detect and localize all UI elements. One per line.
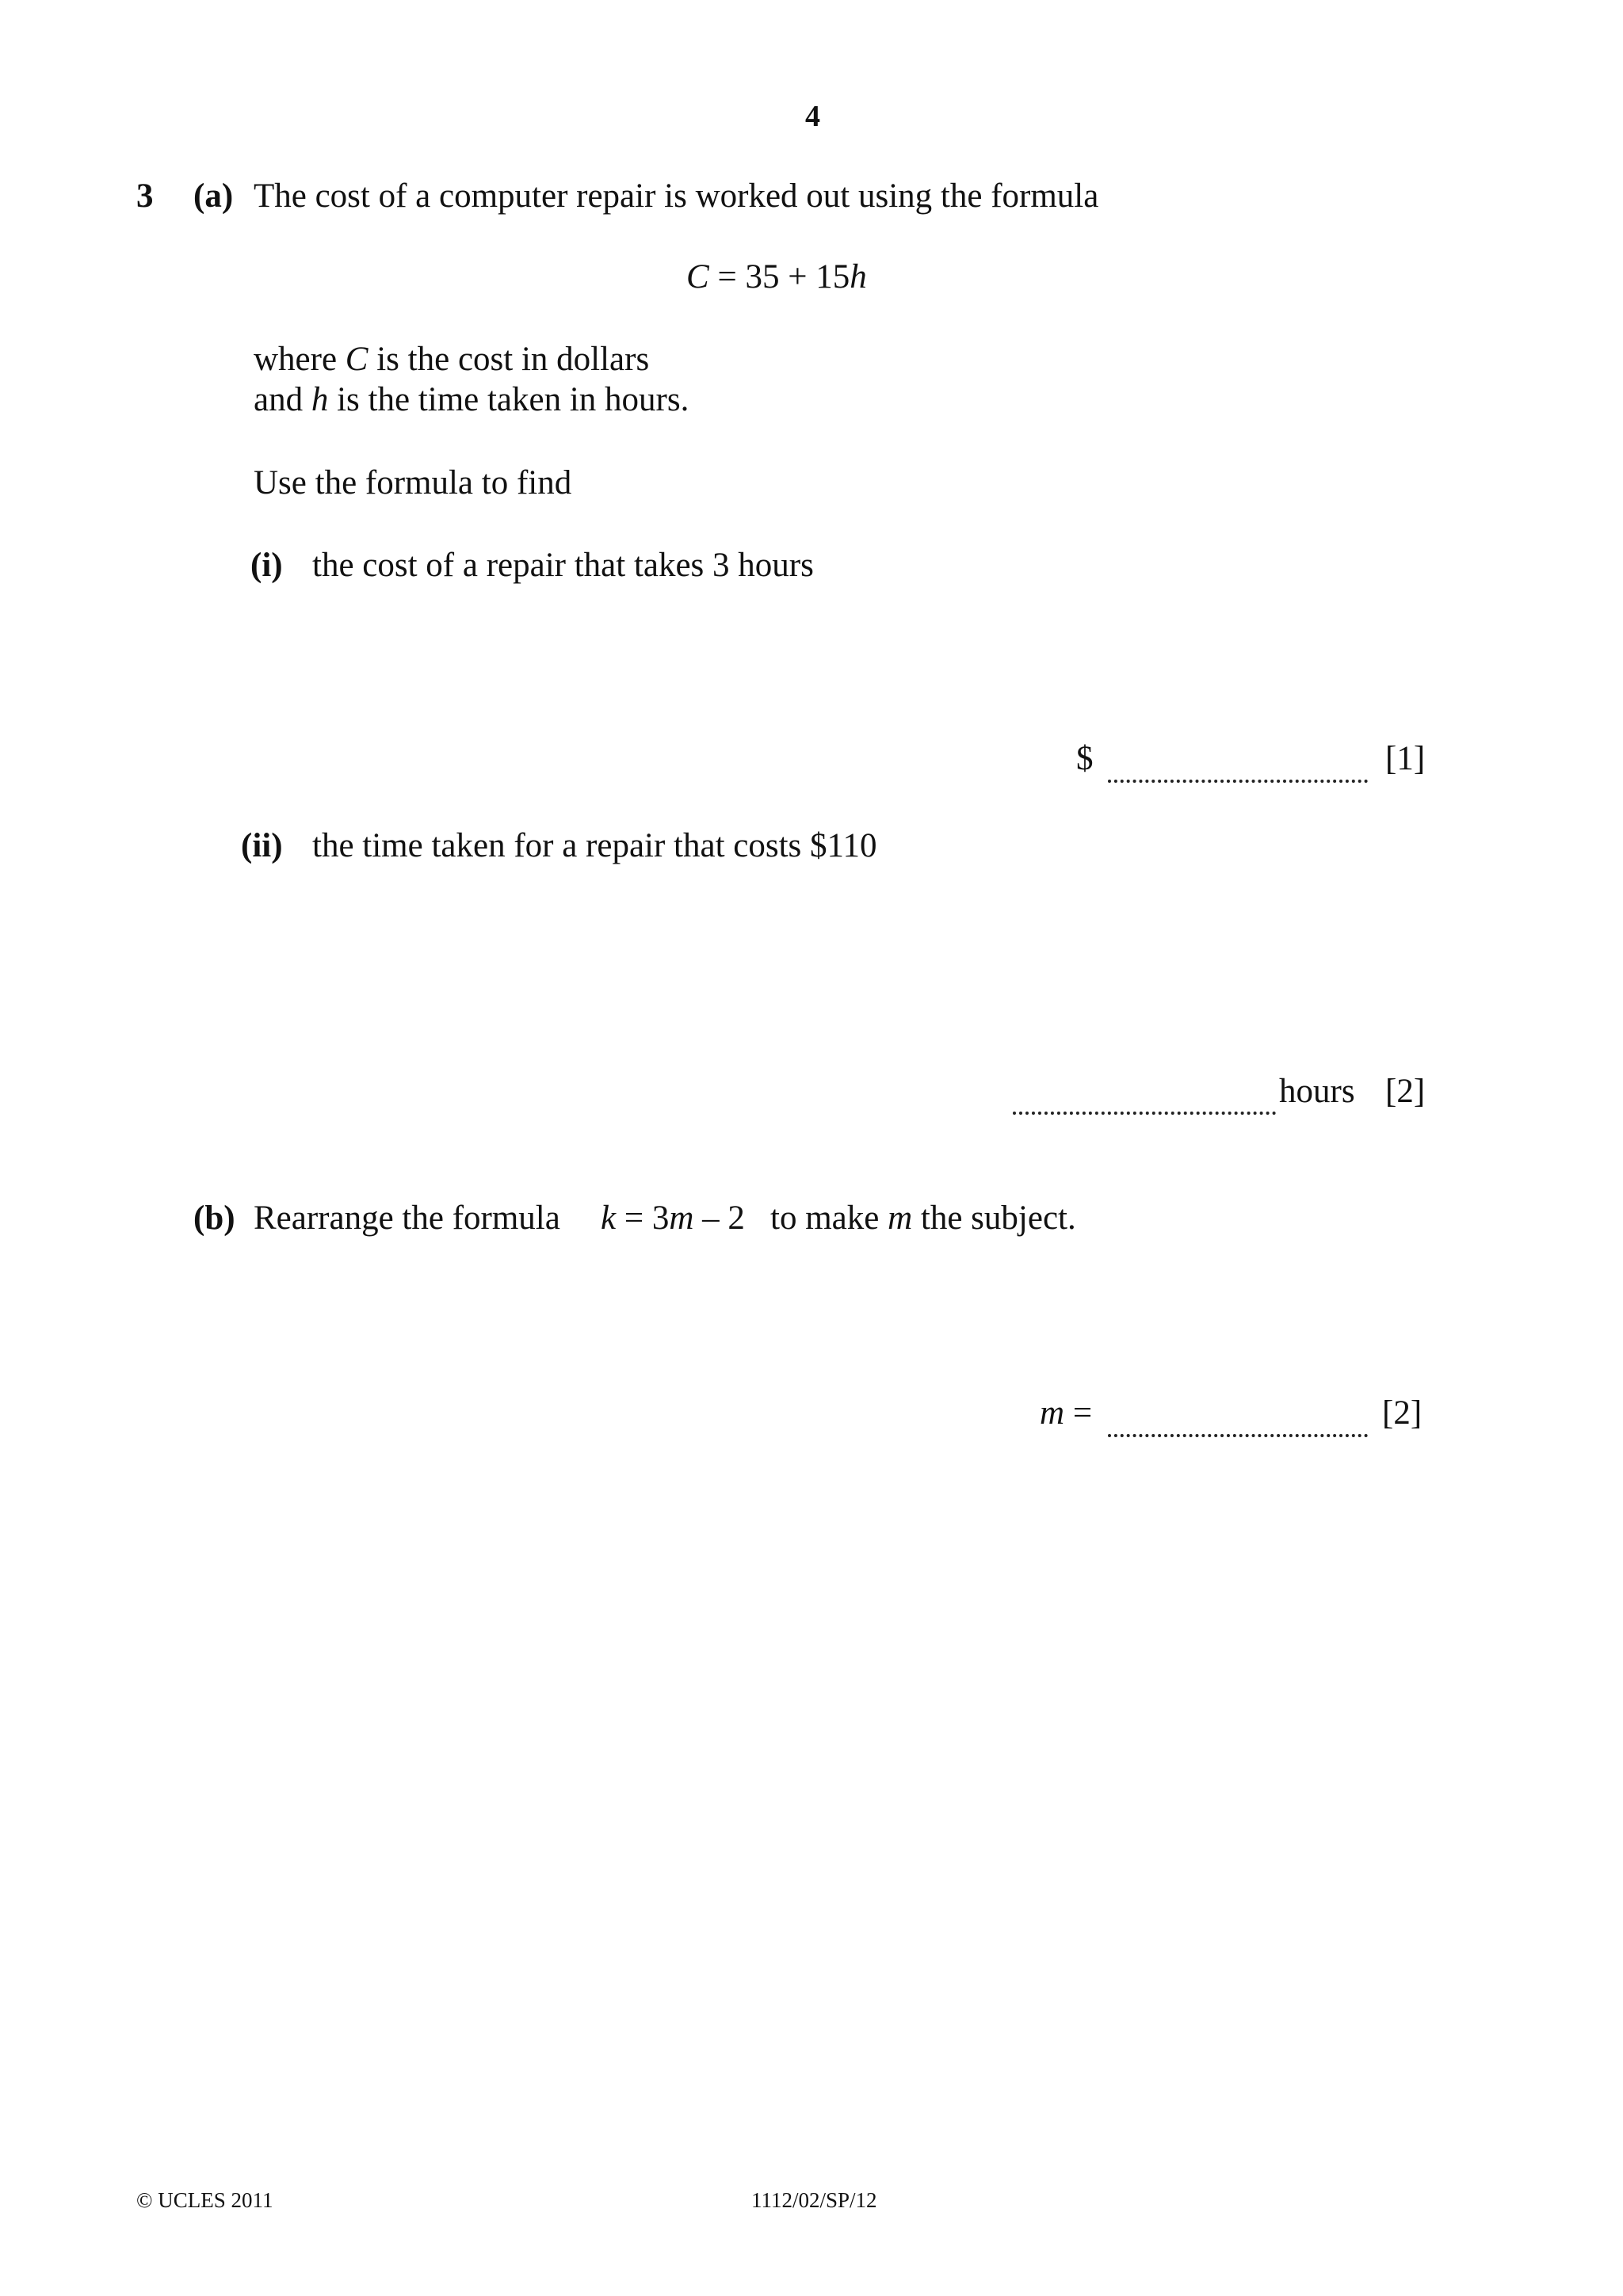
part-b-formula-tail: – 2: [693, 1199, 745, 1237]
formula-var-h: h: [850, 258, 867, 296]
where-line-2-pre: and: [254, 381, 311, 418]
part-b-var-m: m: [669, 1199, 694, 1237]
answer-b-eq: =: [1064, 1394, 1093, 1432]
answer-b-prefix: [1040, 1396, 1092, 1430]
cost-formula: [686, 260, 867, 294]
part-b-text-pre: Rearrange the formula: [254, 1199, 560, 1237]
formula-rhs: = 35 + 15: [708, 258, 850, 296]
part-b-text-rest: [770, 1201, 1076, 1235]
answer-i-field[interactable]: [1108, 772, 1368, 787]
where-line-1-post: is the cost in dollars: [368, 341, 650, 378]
instruction: Use the formula to find: [254, 464, 572, 502]
part-b-subject-var: m: [888, 1199, 913, 1237]
sub-i-text: the cost of a repair that takes 3 hours: [312, 547, 814, 584]
part-b-formula: [601, 1201, 745, 1235]
formula-var-c: C: [686, 258, 709, 296]
where-line-1-pre: where: [254, 341, 346, 378]
answer-b-marks: [2]: [1382, 1394, 1423, 1432]
part-a-intro: The cost of a computer repair is worked out using the formula: [254, 177, 1099, 215]
where-line-2-var: h: [311, 381, 329, 418]
sub-i-label: (i): [250, 547, 283, 584]
answer-b-field[interactable]: [1108, 1427, 1368, 1441]
sub-ii-label: (ii): [241, 827, 283, 864]
footer-code: 1112/02/SP/12: [751, 2188, 877, 2212]
answer-i-marks: [1]: [1385, 740, 1426, 777]
part-b-text-mid: to make: [770, 1199, 888, 1237]
question-number: 3: [136, 177, 154, 215]
answer-ii-field[interactable]: [1013, 1104, 1276, 1119]
part-b-formula-mid: = 3: [616, 1199, 670, 1237]
where-line-1-var: C: [345, 341, 369, 378]
page-number: 4: [805, 100, 820, 133]
answer-ii-unit: hours: [1279, 1073, 1355, 1110]
footer-copyright: © UCLES 2011: [136, 2188, 273, 2212]
where-line-1: [254, 342, 649, 376]
part-a-label: (a): [193, 177, 234, 215]
where-line-2-post: is the time taken in hours.: [328, 381, 689, 418]
answer-i-prefix: $: [1076, 740, 1094, 777]
part-b-label: (b): [193, 1199, 235, 1237]
part-b-text-post: the subject.: [912, 1199, 1076, 1237]
answer-ii-marks: [2]: [1385, 1073, 1426, 1110]
sub-ii-text: the time taken for a repair that costs $110: [312, 827, 877, 864]
part-b-var-k: k: [601, 1199, 617, 1237]
where-line-2: [254, 383, 689, 417]
answer-b-var: m: [1040, 1394, 1065, 1432]
